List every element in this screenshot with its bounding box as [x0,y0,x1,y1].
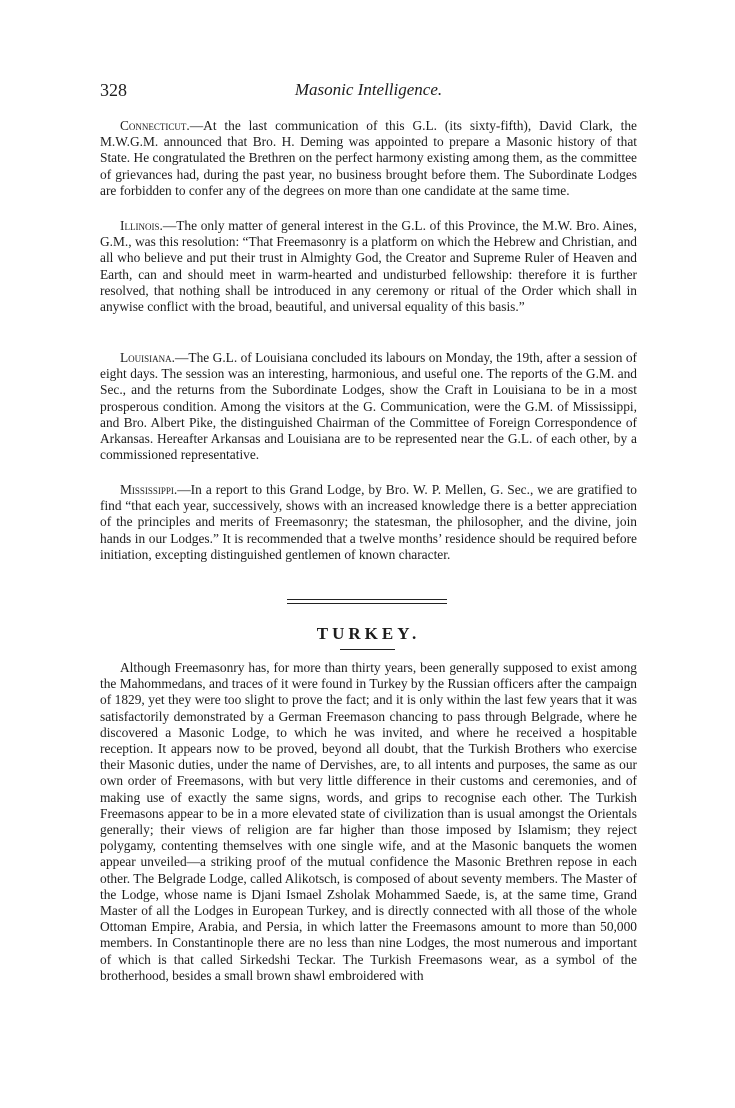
page-number: 328 [100,80,127,100]
paragraph-illinois [100,218,637,315]
section-body-text: Although Freemasonry has, for more than thirty years, been generally supposed to exist among the Mahommedans, and traces of it were found in Turkey by the Russian officers after the campaign of 1829, yet they were too slight to prove the fact; and it is only within the last few years that it was satisfactorily demonstrated by a German Freemason chancing to pass through Belgrade, where he discovered a Masonic Lodge, to which he was invited, and where he received a hospitable reception. It appears now to be proved, beyond all doubt, that the Turkish Brothers who exercise their Masonic duties, under the name of Dervishes, are, to all intents and purposes, the same as our own order of Freemasons, with but very little difference in their customs and ceremonies, and of making use of exactly the same signs, words, and grips to recognise each other. The Turkish Freemasons appear to be in a more elevated state of civilization than is usual amongst the Orientals generally; their views of religion are far higher than those imposed by Islamism; they reject polygamy, contenting themselves with one single wife, and at the Masonic banquets the women appear unveiled—a striking proof of the mutual confidence the Masonic Brethren repose in each other. The Belgrade Lodge, called Alikotsch, is composed of about seventy members. The Master of the Lodge, whose name is Djani Ismael Zsholak Mohammed Saede, is, at the same time, Grand Master of all the Lodges in European Turkey, and is directly connected with all those of the whole Ottoman Empire, Arabia, and Persia, in which latter the Freemasons amount to more than 50,000 members. In Constantinople there are no less than nine Lodges, the most numerous and important of which is that called Sirkedshi Teckar. The Turkish Freemasons wear, as a symbol of the brotherhood, besides a small brown shawl embroidered with [100,660,637,983]
paragraph-lead: Louisiana. [120,350,176,365]
paragraph-louisiana [100,350,637,463]
paragraph-mississippi [100,482,637,563]
paragraph-lead: Connecticut. [120,118,190,133]
running-title: Masonic Intelligence. [294,80,443,99]
section-body [100,660,637,984]
section-divider-top [287,599,447,600]
title-underline [340,649,395,650]
paragraph-connecticut [100,118,637,199]
section-divider-bottom [287,603,447,604]
paragraph-text: —In a report to this Grand Lodge, by Bro. W. P. Mellen, G. Sec., we are gratified to find “that each year, successively, shows with an increased knowledge there is a better appreciation of the principles and merits of Freemasonry; the statesman, the philosopher, and the divine, join hands in our Lodges.” It is recommended that a twelve months’ residence should be required before initiation, excepting distinguished gentlemen of known character. [100,482,637,562]
paragraph-text: —The G.L. of Louisiana concluded its labours on Monday, the 19th, after a session of eight days. The session was an interesting, harmonious, and useful one. The reports of the G.M. and Sec., and the returns from the Subordinate Lodges, show the Craft in Louisiana to be in a most prosperous condition. Among the visitors at the G. Communication, were the G.M. of Mississippi, and Bro. Albert Pike, the distinguished Chairman of the Committee of Foreign Correspondence of Arkansas. Hereafter Arkansas and Louisiana are to be represented near the G.L. of each other, by a commissioned representative. [100,350,637,463]
section-title: TURKEY. [316,624,421,643]
paragraph-lead: Illinois. [120,218,163,233]
page-header [100,80,637,106]
paragraph-text: —At the last communication of this G.L. (its sixty-fifth), David Clark, the M.W.G.M. announced that Bro. H. Deming was appointed to prepare a Masonic history of that State. He congratulated the Brethren on the perfect harmony existing among them, as the committee of grievances had, during the past year, no business brought before them. The Subordinate Lodges are forbidden to confer any of the degrees on more than one candidate at the same time. [100,118,637,198]
paragraph-lead: Mississippi. [120,482,178,497]
paragraph-text: —The only matter of general interest in the G.L. of this Province, the M.W. Bro. Aines, G.M., was this resolution: “That Freemasonry is a platform on which the Hebrew and Christian, and all who believe and put their trust in Almighty God, the Creator and Supreme Ruler of Heaven and Earth, can and should meet in warm-hearted and undisturbed fellowship: therefore it is further resolved, that nothing shall be introduced in any ceremony or ritual of the Order which shall in anywise conflict with the broad, beautiful, and universal equality of this basis.” [100,218,637,315]
